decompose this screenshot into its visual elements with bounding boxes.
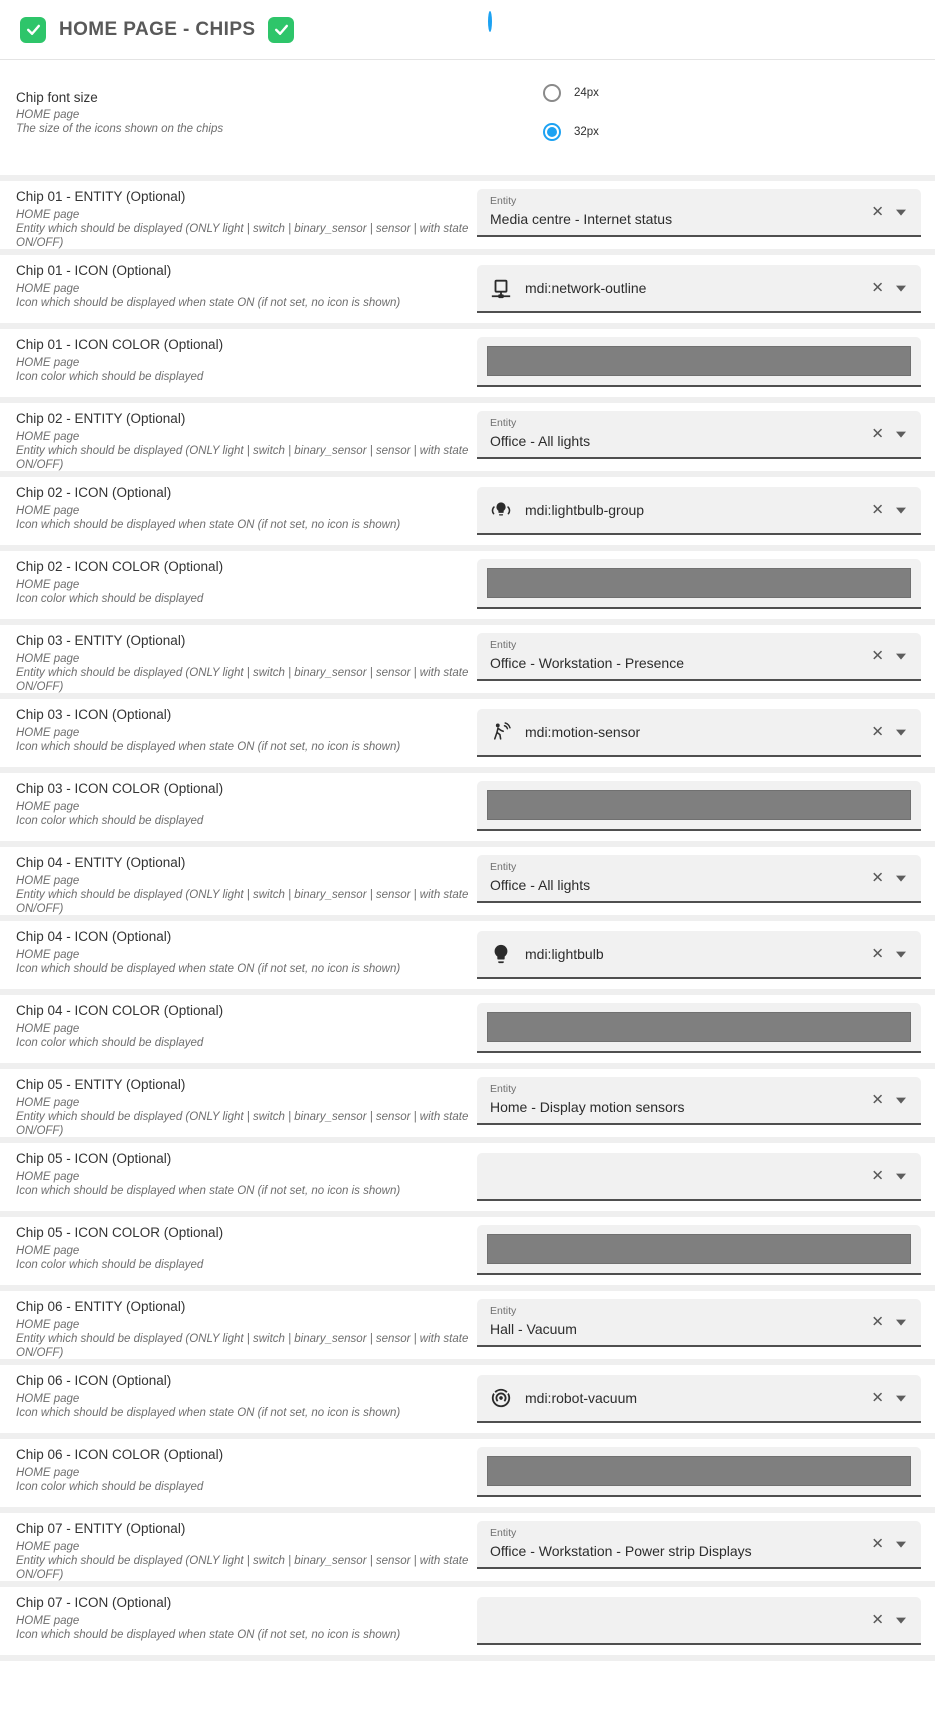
icon-select-field[interactable]	[477, 487, 921, 535]
row-description: Icon which should be displayed when state ON (if not set, no icon is shown)	[16, 1407, 401, 1419]
row-title: Chip 03 - ENTITY (Optional)	[16, 633, 186, 648]
row-description: Icon color which should be displayed	[16, 1037, 204, 1049]
row-labels	[16, 1513, 471, 1581]
icon-select-field[interactable]	[477, 1597, 921, 1645]
chip-06-icon-row	[0, 1365, 935, 1439]
color-swatch	[487, 1456, 911, 1486]
color-swatch	[487, 1234, 911, 1264]
color-picker-field[interactable]	[477, 337, 921, 387]
field-value: Media centre - Internet status	[490, 211, 673, 227]
entity-select-field[interactable]	[477, 1521, 921, 1569]
radio-option-label: 24px	[574, 87, 599, 99]
chip-03-entity-row	[0, 625, 935, 699]
field-label: Entity	[490, 1527, 517, 1539]
color-picker-field[interactable]	[477, 559, 921, 609]
row-labels	[16, 625, 471, 693]
row-labels	[16, 329, 471, 397]
chevron-down-icon[interactable]	[896, 730, 906, 736]
row-subtitle: HOME page	[16, 801, 80, 813]
chevron-down-icon[interactable]	[896, 1542, 906, 1548]
row-title: Chip 05 - ICON (Optional)	[16, 1151, 172, 1166]
row-title: Chip 01 - ICON (Optional)	[16, 263, 172, 278]
field-label: Entity	[490, 639, 517, 651]
field-value: Office - All lights	[490, 433, 591, 449]
row-subtitle: HOME page	[16, 209, 80, 221]
settings-rows	[0, 181, 935, 1661]
row-title: Chip 04 - ICON COLOR (Optional)	[16, 1003, 224, 1018]
radio-option-24px[interactable]	[543, 84, 921, 102]
chip-06-entity-row	[0, 1291, 935, 1365]
chevron-down-icon[interactable]	[896, 1098, 906, 1104]
row-title: Chip 06 - ICON COLOR (Optional)	[16, 1447, 224, 1462]
clear-icon[interactable]: ✕	[871, 1389, 884, 1407]
row-subtitle: HOME page	[16, 431, 80, 443]
robot-vacuum-icon	[490, 1387, 512, 1409]
row-subtitle: HOME page	[16, 1245, 80, 1257]
row-subtitle: HOME page	[16, 283, 80, 295]
row-labels	[16, 995, 471, 1063]
clear-icon[interactable]: ✕	[871, 1313, 884, 1331]
chip-07-entity-row	[0, 1513, 935, 1587]
clear-icon[interactable]: ✕	[871, 203, 884, 221]
page-header	[0, 0, 935, 60]
chip-02-entity-row	[0, 403, 935, 477]
row-labels	[16, 255, 471, 323]
row-description: Entity which should be displayed (ONLY light | switch | binary_sensor | sensor | with state ON/OFF)	[16, 1555, 469, 1581]
row-subtitle: HOME page	[16, 1319, 80, 1331]
clear-icon[interactable]: ✕	[871, 1091, 884, 1109]
field-value: Home - Display motion sensors	[490, 1099, 685, 1115]
chevron-down-icon[interactable]	[896, 1618, 906, 1624]
field-value: mdi:network-outline	[525, 280, 647, 296]
chip-font-size-labels	[16, 60, 471, 175]
row-title: Chip 07 - ENTITY (Optional)	[16, 1521, 186, 1536]
field-value: mdi:lightbulb-group	[525, 502, 645, 518]
row-title: Chip 02 - ICON (Optional)	[16, 485, 172, 500]
network-outline-icon	[490, 277, 512, 299]
row-title: Chip 04 - ICON (Optional)	[16, 929, 172, 944]
clear-icon[interactable]: ✕	[871, 945, 884, 963]
row-labels	[16, 1069, 471, 1137]
row-description: Entity which should be displayed (ONLY light | switch | binary_sensor | sensor | with state ON/OFF)	[16, 889, 469, 915]
row-title: Chip 05 - ENTITY (Optional)	[16, 1077, 186, 1092]
chip-06-color-row	[0, 1439, 935, 1513]
clear-icon[interactable]: ✕	[871, 1167, 884, 1185]
row-subtitle: HOME page	[16, 727, 80, 739]
clear-icon[interactable]: ✕	[871, 869, 884, 887]
row-description: Icon which should be displayed when state ON (if not set, no icon is shown)	[16, 963, 401, 975]
row-subtitle: HOME page	[16, 1467, 80, 1479]
chevron-down-icon[interactable]	[896, 286, 906, 292]
clear-icon[interactable]: ✕	[871, 425, 884, 443]
row-labels	[16, 403, 471, 471]
row-labels	[16, 1291, 471, 1359]
chevron-down-icon[interactable]	[896, 1320, 906, 1326]
color-picker-field[interactable]	[477, 1447, 921, 1497]
row-labels	[16, 847, 471, 915]
chip-04-color-row	[0, 995, 935, 1069]
row-labels	[16, 1439, 471, 1507]
row-description: Icon color which should be displayed	[16, 1259, 204, 1271]
chevron-down-icon[interactable]	[896, 1396, 906, 1402]
row-labels	[16, 477, 471, 545]
chip-02-color-row	[0, 551, 935, 625]
field-value: mdi:robot-vacuum	[525, 1390, 638, 1406]
row-title: Chip 07 - ICON (Optional)	[16, 1595, 172, 1610]
chip-02-icon-row	[0, 477, 935, 551]
row-description: Icon which should be displayed when state ON (if not set, no icon is shown)	[16, 1629, 401, 1641]
clear-icon[interactable]: ✕	[871, 1535, 884, 1553]
row-description: Icon color which should be displayed	[16, 815, 204, 827]
row-title: Chip 01 - ENTITY (Optional)	[16, 189, 186, 204]
row-description: Icon color which should be displayed	[16, 371, 204, 383]
row-labels	[16, 1143, 471, 1211]
row-subtitle: HOME page	[16, 875, 80, 887]
row-labels	[16, 921, 471, 989]
color-swatch	[487, 1012, 911, 1042]
row-labels	[16, 773, 471, 841]
row-subtitle: HOME page	[16, 1541, 80, 1553]
chip-01-icon-row	[0, 255, 935, 329]
field-label: Entity	[490, 1083, 517, 1095]
row-description: Icon color which should be displayed	[16, 1481, 204, 1493]
motion-sensor-icon	[490, 721, 512, 743]
font-size-radio-group	[477, 60, 921, 175]
row-title: Chip 05 - ICON COLOR (Optional)	[16, 1225, 224, 1240]
row-subtitle: HOME page	[16, 1393, 80, 1405]
chip-05-icon-row	[0, 1143, 935, 1217]
row-subtitle: HOME page	[16, 1097, 80, 1109]
radio-option-label: 32px	[574, 126, 599, 138]
radio-option-32px[interactable]	[543, 123, 921, 141]
clear-icon[interactable]: ✕	[871, 1611, 884, 1629]
radio-icon[interactable]	[543, 84, 561, 102]
row-subtitle: HOME page	[16, 653, 80, 665]
chip-05-color-row	[0, 1217, 935, 1291]
icon-select-field[interactable]	[477, 709, 921, 757]
row-subtitle: HOME page	[16, 949, 80, 961]
row-description: Icon which should be displayed when state ON (if not set, no icon is shown)	[16, 741, 401, 753]
chip-07-icon-row	[0, 1587, 935, 1661]
chevron-down-icon[interactable]	[896, 654, 906, 660]
field-value: Office - Workstation - Power strip Displays	[490, 1543, 752, 1559]
row-subtitle: HOME page	[16, 579, 80, 591]
color-swatch	[487, 790, 911, 820]
row-description: Entity which should be displayed (ONLY light | switch | binary_sensor | sensor | with state ON/OFF)	[16, 445, 469, 471]
row-labels	[16, 1365, 471, 1433]
check-icon	[268, 17, 294, 43]
header-radio-wrap	[488, 13, 492, 31]
row-labels	[16, 1217, 471, 1285]
row-description: Icon color which should be displayed	[16, 593, 204, 605]
row-labels	[16, 551, 471, 619]
entity-select-field[interactable]	[477, 411, 921, 459]
setting-description: The size of the icons shown on the chips	[16, 123, 224, 135]
row-title: Chip 02 - ICON COLOR (Optional)	[16, 559, 224, 574]
check-icon	[20, 17, 46, 43]
color-swatch	[487, 568, 911, 598]
chip-01-color-row	[0, 329, 935, 403]
entity-select-field[interactable]	[477, 189, 921, 237]
row-title: Chip 03 - ICON COLOR (Optional)	[16, 781, 224, 796]
clear-icon[interactable]: ✕	[871, 279, 884, 297]
chevron-down-icon[interactable]	[896, 952, 906, 958]
chevron-down-icon[interactable]	[896, 876, 906, 882]
row-labels	[16, 181, 471, 249]
color-picker-field[interactable]	[477, 1003, 921, 1053]
entity-select-field[interactable]	[477, 1077, 921, 1125]
row-subtitle: HOME page	[16, 1023, 80, 1035]
row-description: Icon which should be displayed when state ON (if not set, no icon is shown)	[16, 519, 401, 531]
chevron-down-icon[interactable]	[896, 1174, 906, 1180]
row-title: Chip 02 - ENTITY (Optional)	[16, 411, 186, 426]
entity-select-field[interactable]	[477, 855, 921, 903]
row-subtitle: HOME page	[16, 1615, 80, 1627]
entity-select-field[interactable]	[477, 1299, 921, 1347]
icon-select-field[interactable]	[477, 265, 921, 313]
icon-select-field[interactable]	[477, 1375, 921, 1423]
icon-select-field[interactable]	[477, 931, 921, 979]
setting-subtitle: HOME page	[16, 109, 80, 121]
field-value: Office - All lights	[490, 877, 591, 893]
radio-icon[interactable]	[543, 123, 561, 141]
chip-04-icon-row	[0, 921, 935, 995]
header-radio[interactable]	[488, 11, 492, 32]
chip-05-entity-row	[0, 1069, 935, 1143]
lightbulb-group-icon	[490, 499, 512, 521]
chevron-down-icon[interactable]	[896, 210, 906, 216]
row-description: Entity which should be displayed (ONLY light | switch | binary_sensor | sensor | with state ON/OFF)	[16, 1333, 469, 1359]
row-subtitle: HOME page	[16, 505, 80, 517]
clear-icon[interactable]: ✕	[871, 723, 884, 741]
chip-01-entity-row	[0, 181, 935, 255]
row-description: Entity which should be displayed (ONLY light | switch | binary_sensor | sensor | with state ON/OFF)	[16, 1111, 469, 1137]
field-label: Entity	[490, 1305, 517, 1317]
field-value: mdi:lightbulb	[525, 946, 604, 962]
row-description: Entity which should be displayed (ONLY light | switch | binary_sensor | sensor | with state ON/OFF)	[16, 223, 469, 249]
row-title: Chip 06 - ICON (Optional)	[16, 1373, 172, 1388]
color-picker-field[interactable]	[477, 781, 921, 831]
row-subtitle: HOME page	[16, 1171, 80, 1183]
row-title: Chip 03 - ICON (Optional)	[16, 707, 172, 722]
row-subtitle: HOME page	[16, 357, 80, 369]
lightbulb-icon	[490, 943, 512, 965]
field-value: Office - Workstation - Presence	[490, 655, 684, 671]
field-value: mdi:motion-sensor	[525, 724, 641, 740]
color-picker-field[interactable]	[477, 1225, 921, 1275]
chip-04-entity-row	[0, 847, 935, 921]
row-labels	[16, 699, 471, 767]
chevron-down-icon[interactable]	[896, 432, 906, 438]
chip-03-color-row	[0, 773, 935, 847]
row-description: Icon which should be displayed when state ON (if not set, no icon is shown)	[16, 1185, 401, 1197]
chip-03-icon-row	[0, 699, 935, 773]
field-label: Entity	[490, 195, 517, 207]
row-description: Entity which should be displayed (ONLY light | switch | binary_sensor | sensor | with state ON/OFF)	[16, 667, 469, 693]
clear-icon[interactable]: ✕	[871, 501, 884, 519]
chevron-down-icon[interactable]	[896, 508, 906, 514]
clear-icon[interactable]: ✕	[871, 647, 884, 665]
row-title: Chip 04 - ENTITY (Optional)	[16, 855, 186, 870]
field-label: Entity	[490, 861, 517, 873]
field-value: Hall - Vacuum	[490, 1321, 577, 1337]
row-description: Icon which should be displayed when state ON (if not set, no icon is shown)	[16, 297, 401, 309]
page-title: HOME PAGE - CHIPS	[59, 18, 256, 40]
chip-font-size-row	[0, 60, 935, 181]
icon-select-field[interactable]	[477, 1153, 921, 1201]
setting-title: Chip font size	[16, 90, 98, 105]
row-title: Chip 06 - ENTITY (Optional)	[16, 1299, 186, 1314]
entity-select-field[interactable]	[477, 633, 921, 681]
field-label: Entity	[490, 417, 517, 429]
row-labels	[16, 1587, 471, 1655]
color-swatch	[487, 346, 911, 376]
row-title: Chip 01 - ICON COLOR (Optional)	[16, 337, 224, 352]
